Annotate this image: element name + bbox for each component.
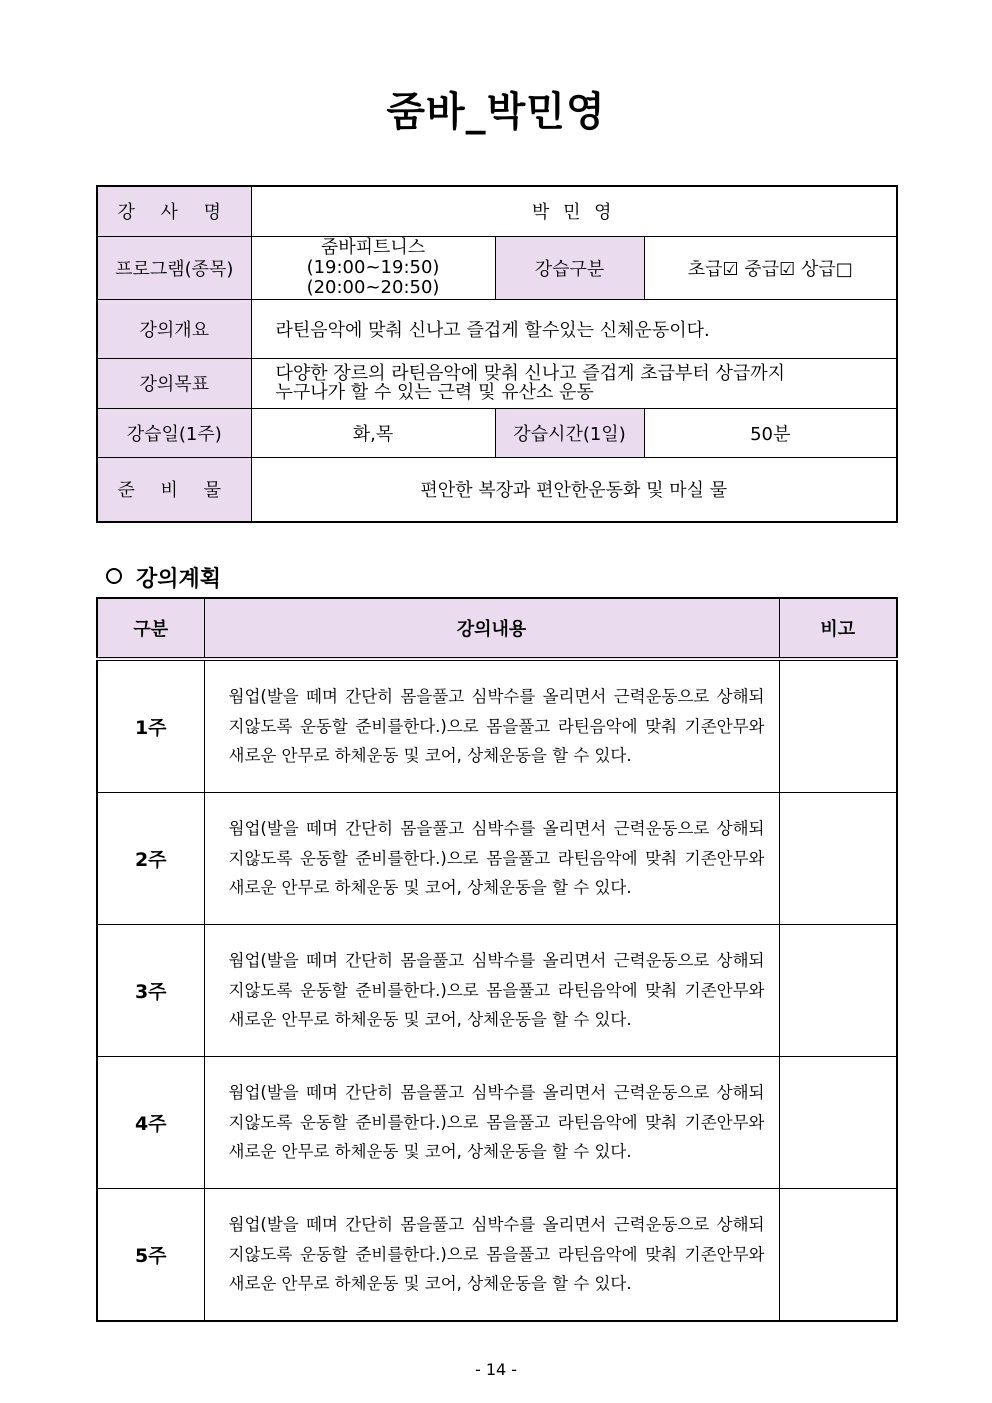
week-cell: 3주	[97, 925, 204, 1057]
table-row	[97, 659, 897, 793]
program-label: 프로그램(종목)	[97, 236, 251, 299]
days-label: 강습일(1주)	[97, 408, 251, 457]
supplies-label: 준 비 물	[97, 457, 251, 522]
plan-header-row	[97, 598, 897, 659]
content-cell: 웜업(발을 떼며 간단히 몸을풀고 심박수를 올리면서 근력운동으로 상해되지않도록 운동할 준비를한다.)으로 몸을풀고 라틴음악에 맞춰 기존안무와 새로운 안무로 하체운동 및 코어, 상체운동을 할 수 있다.	[204, 925, 779, 1057]
content-cell: 웜업(발을 떼며 간단히 몸을풀고 심박수를 올리면서 근력운동으로 상해되지않도록 운동할 준비를한다.)으로 몸을풀고 라틴음악에 맞춰 기존안무와 새로운 안무로 하체운동 및 코어, 상체운동을 할 수 있다.	[204, 1057, 779, 1189]
instructor-row	[97, 186, 897, 236]
table-row	[97, 1057, 897, 1189]
duration-value: 50분	[644, 408, 897, 457]
circle-bullet-icon	[106, 568, 122, 584]
overview-value: 라틴음악에 맞춰 신나고 즐겁게 할수있는 신체운동이다.	[251, 299, 897, 358]
supplies-row	[97, 457, 897, 522]
course-info-table	[96, 185, 898, 523]
instructor-label: 강 사 명	[97, 186, 251, 236]
program-name: 줌바피트니스	[320, 236, 426, 258]
overview-label: 강의개요	[97, 299, 251, 358]
days-value: 화,목	[251, 408, 495, 457]
table-row	[97, 1189, 897, 1322]
header-content: 강의내용	[204, 598, 779, 659]
goal-label: 강의목표	[97, 358, 251, 408]
page-number: - 14 -	[474, 1360, 518, 1379]
content-cell: 웜업(발을 떼며 간단히 몸을풀고 심박수를 올리면서 근력운동으로 상해되지않도록 운동할 준비를한다.)으로 몸을풀고 라틴음악에 맞춰 기존안무와 새로운 안무로 하체운동 및 코어, 상체운동을 할 수 있다.	[204, 659, 779, 793]
header-note: 비고	[779, 598, 897, 659]
goal-line-2: 누구나가 할 수 있는 근력 및 유산소 운동	[275, 382, 594, 403]
note-cell	[779, 793, 897, 925]
week-cell: 5주	[97, 1189, 204, 1322]
page-title: 줌바_박민영	[386, 89, 606, 135]
week-cell: 4주	[97, 1057, 204, 1189]
duration-label: 강습시간(1일)	[495, 408, 644, 457]
program-value	[251, 236, 495, 299]
program-time-1: (19:00~19:50)	[306, 256, 440, 278]
note-cell	[779, 1057, 897, 1189]
lecture-plan-table	[96, 597, 898, 1322]
note-cell	[779, 659, 897, 793]
supplies-value: 편안한 복장과 편안한운동화 및 마실 물	[251, 457, 897, 522]
program-row	[97, 236, 897, 299]
program-time-2: (20:00~20:50)	[306, 276, 440, 298]
content-cell: 웜업(발을 떼며 간단히 몸을풀고 심박수를 올리면서 근력운동으로 상해되지않도록 운동할 준비를한다.)으로 몸을풀고 라틴음악에 맞춰 기존안무와 새로운 안무로 하체운동 및 코어, 상체운동을 할 수 있다.	[204, 1189, 779, 1322]
note-cell	[779, 925, 897, 1057]
overview-row	[97, 299, 897, 358]
table-row	[97, 793, 897, 925]
section-heading	[106, 562, 221, 593]
schedule-row	[97, 408, 897, 457]
goal-line-1: 다양한 장르의 라틴음악에 맞춰 신나고 즐겁게 초급부터 상급까지	[275, 363, 786, 384]
goal-value	[251, 358, 897, 408]
instructor-value: 박 민 영	[251, 186, 897, 236]
week-cell: 1주	[97, 659, 204, 793]
goal-row	[97, 358, 897, 408]
week-cell: 2주	[97, 793, 204, 925]
level-label: 강습구분	[495, 236, 644, 299]
section-title: 강의계획	[136, 567, 222, 592]
header-week: 구분	[97, 598, 204, 659]
note-cell	[779, 1189, 897, 1322]
level-value: 초급☑ 중급☑ 상급□	[644, 236, 897, 299]
content-cell: 웜업(발을 떼며 간단히 몸을풀고 심박수를 올리면서 근력운동으로 상해되지않도록 운동할 준비를한다.)으로 몸을풀고 라틴음악에 맞춰 기존안무와 새로운 안무로 하체운동 및 코어, 상체운동을 할 수 있다.	[204, 793, 779, 925]
table-row	[97, 925, 897, 1057]
